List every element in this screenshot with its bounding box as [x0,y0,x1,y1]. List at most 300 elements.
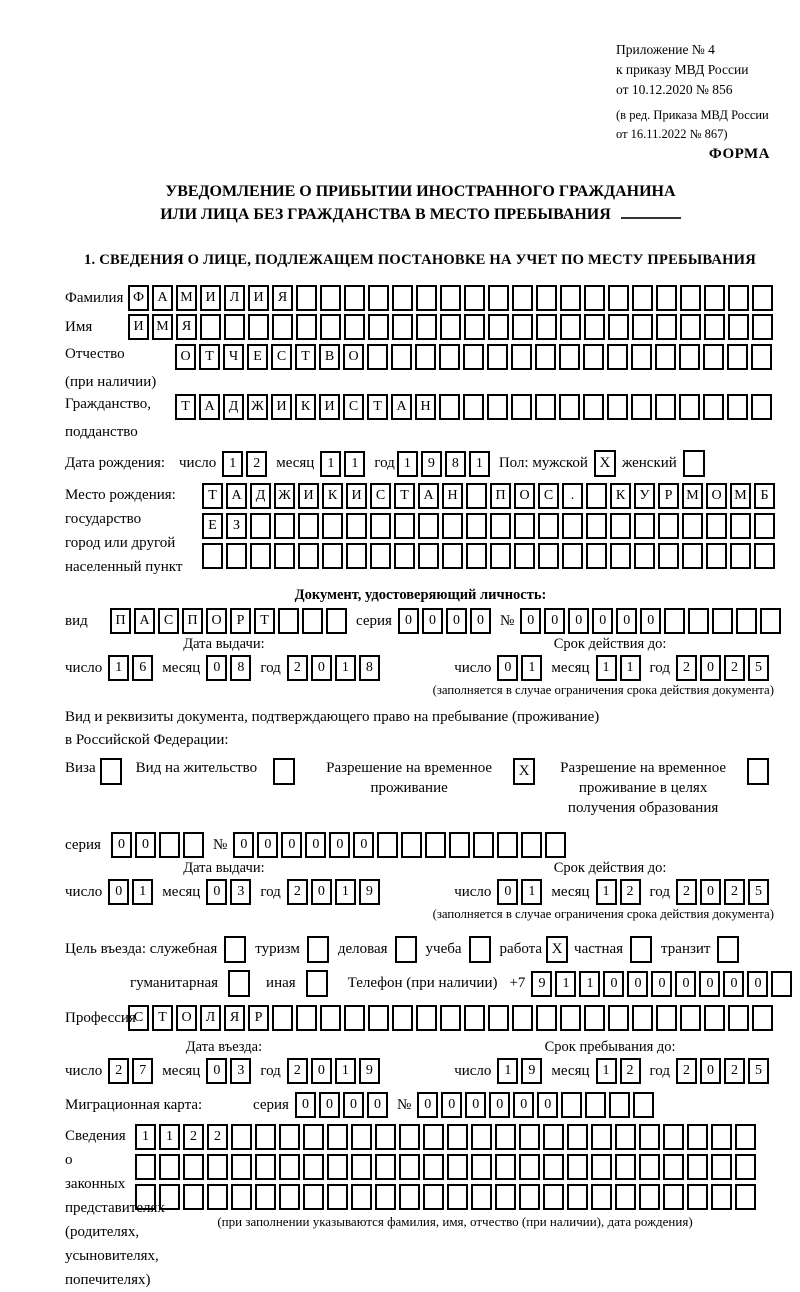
char-box[interactable] [704,285,725,311]
char-box[interactable] [543,1124,564,1150]
char-box[interactable] [512,1005,533,1031]
char-box[interactable]: 1 [596,655,617,681]
char-box[interactable] [511,394,532,420]
char-box[interactable]: Л [224,285,245,311]
char-box[interactable] [415,344,436,370]
char-box[interactable] [639,1154,660,1180]
char-box[interactable] [679,344,700,370]
char-box[interactable]: О [343,344,364,370]
char-box[interactable]: 5 [748,655,769,681]
char-box[interactable]: 0 [700,879,721,905]
char-box[interactable]: О [176,1005,197,1031]
char-box[interactable] [512,314,533,340]
char-box[interactable] [320,1005,341,1031]
char-box[interactable] [250,543,271,569]
char-box[interactable]: Т [394,483,415,509]
char-box[interactable] [488,1005,509,1031]
char-box[interactable]: А [199,394,220,420]
char-box[interactable] [559,344,580,370]
char-box[interactable]: 7 [132,1058,153,1084]
char-box[interactable]: Т [202,483,223,509]
char-box[interactable] [519,1124,540,1150]
char-box[interactable] [656,314,677,340]
char-box[interactable] [664,608,685,634]
char-box[interactable]: 2 [287,655,308,681]
char-box[interactable] [712,608,733,634]
char-box[interactable]: 1 [521,655,542,681]
char-box[interactable] [392,1005,413,1031]
char-box[interactable] [735,1124,756,1150]
char-box[interactable]: 2 [676,879,697,905]
char-box[interactable]: 0 [319,1092,340,1118]
char-box[interactable] [704,1005,725,1031]
char-box[interactable] [490,543,511,569]
visa-checkbox[interactable] [100,758,122,785]
char-box[interactable] [727,394,748,420]
char-box[interactable] [464,285,485,311]
char-box[interactable] [682,513,703,539]
char-box[interactable] [656,1005,677,1031]
char-box[interactable] [752,1005,773,1031]
char-box[interactable]: С [343,394,364,420]
char-box[interactable] [255,1184,276,1210]
char-box[interactable]: И [298,483,319,509]
char-box[interactable] [279,1124,300,1150]
char-box[interactable] [536,1005,557,1031]
char-box[interactable] [346,543,367,569]
char-box[interactable] [711,1154,732,1180]
char-box[interactable]: Я [272,285,293,311]
char-box[interactable] [519,1154,540,1180]
char-box[interactable]: 8 [445,451,466,477]
char-box[interactable] [370,513,391,539]
char-box[interactable] [231,1184,252,1210]
char-box[interactable] [562,543,583,569]
char-box[interactable] [425,832,446,858]
char-box[interactable]: 0 [311,1058,332,1084]
char-box[interactable] [327,1124,348,1150]
char-box[interactable]: 0 [305,832,326,858]
char-box[interactable]: И [271,394,292,420]
char-box[interactable] [207,1154,228,1180]
char-box[interactable]: А [226,483,247,509]
char-box[interactable]: 0 [651,971,672,997]
char-box[interactable]: 0 [700,655,721,681]
char-box[interactable] [442,543,463,569]
char-box[interactable]: . [562,483,583,509]
char-box[interactable] [632,1005,653,1031]
char-box[interactable]: 1 [132,879,153,905]
char-box[interactable] [639,1184,660,1210]
char-box[interactable]: 2 [676,1058,697,1084]
char-box[interactable] [754,543,775,569]
char-box[interactable] [488,285,509,311]
char-box[interactable]: 0 [281,832,302,858]
purpose-private-checkbox[interactable] [630,936,652,963]
char-box[interactable] [560,285,581,311]
char-box[interactable] [728,314,749,340]
char-box[interactable] [706,543,727,569]
char-box[interactable]: 0 [497,879,518,905]
char-box[interactable]: 0 [329,832,350,858]
char-box[interactable]: 9 [359,879,380,905]
char-box[interactable]: 1 [335,1058,356,1084]
char-box[interactable] [631,394,652,420]
char-box[interactable] [439,344,460,370]
char-box[interactable] [303,1154,324,1180]
char-box[interactable] [511,344,532,370]
char-box[interactable] [466,513,487,539]
char-box[interactable]: 2 [620,1058,641,1084]
char-box[interactable] [495,1124,516,1150]
char-box[interactable] [585,1092,606,1118]
char-box[interactable]: С [370,483,391,509]
purpose-other-checkbox[interactable] [306,970,328,997]
char-box[interactable] [561,1092,582,1118]
char-box[interactable] [377,832,398,858]
char-box[interactable]: 1 [335,655,356,681]
char-box[interactable] [663,1184,684,1210]
char-box[interactable]: 0 [699,971,720,997]
char-box[interactable]: К [322,483,343,509]
char-box[interactable]: 0 [417,1092,438,1118]
char-box[interactable]: 0 [206,1058,227,1084]
char-box[interactable] [298,513,319,539]
char-box[interactable] [656,285,677,311]
char-box[interactable]: П [490,483,511,509]
char-box[interactable]: 0 [700,1058,721,1084]
char-box[interactable] [351,1124,372,1150]
char-box[interactable] [655,394,676,420]
char-box[interactable]: 0 [568,608,589,634]
char-box[interactable] [711,1124,732,1150]
char-box[interactable] [536,314,557,340]
char-box[interactable] [159,832,180,858]
char-box[interactable] [322,543,343,569]
char-box[interactable]: Б [754,483,775,509]
char-box[interactable]: А [134,608,155,634]
char-box[interactable] [535,394,556,420]
char-box[interactable]: 0 [603,971,624,997]
char-box[interactable] [226,543,247,569]
char-box[interactable] [416,314,437,340]
char-box[interactable] [303,1124,324,1150]
gender-female-checkbox[interactable] [683,450,705,477]
char-box[interactable]: 0 [544,608,565,634]
char-box[interactable]: 0 [311,879,332,905]
char-box[interactable]: Е [247,344,268,370]
char-box[interactable]: 1 [521,879,542,905]
purpose-transit-checkbox[interactable] [717,936,739,963]
char-box[interactable] [231,1124,252,1150]
purpose-official-checkbox[interactable] [224,936,246,963]
char-box[interactable] [326,608,347,634]
char-box[interactable] [399,1124,420,1150]
char-box[interactable] [375,1154,396,1180]
char-box[interactable] [463,394,484,420]
char-box[interactable]: М [682,483,703,509]
purpose-humanitarian-checkbox[interactable] [228,970,250,997]
char-box[interactable]: П [182,608,203,634]
char-box[interactable] [560,314,581,340]
char-box[interactable]: 2 [246,451,267,477]
char-box[interactable]: Т [175,394,196,420]
char-box[interactable] [399,1184,420,1210]
char-box[interactable]: Т [254,608,275,634]
char-box[interactable] [730,513,751,539]
char-box[interactable] [751,344,772,370]
char-box[interactable] [279,1184,300,1210]
char-box[interactable] [514,513,535,539]
char-box[interactable] [608,314,629,340]
char-box[interactable] [680,1005,701,1031]
char-box[interactable] [423,1154,444,1180]
char-box[interactable] [610,513,631,539]
char-box[interactable] [495,1184,516,1210]
char-box[interactable] [632,285,653,311]
char-box[interactable] [272,314,293,340]
char-box[interactable] [584,285,605,311]
char-box[interactable]: М [152,314,173,340]
char-box[interactable]: Т [152,1005,173,1031]
char-box[interactable]: Д [250,483,271,509]
char-box[interactable] [703,344,724,370]
char-box[interactable]: Д [223,394,244,420]
char-box[interactable]: 2 [724,1058,745,1084]
char-box[interactable] [278,608,299,634]
char-box[interactable] [327,1154,348,1180]
char-box[interactable] [615,1124,636,1150]
char-box[interactable] [682,543,703,569]
char-box[interactable]: 8 [230,655,251,681]
char-box[interactable] [466,483,487,509]
char-box[interactable] [615,1184,636,1210]
char-box[interactable] [274,513,295,539]
char-box[interactable] [583,394,604,420]
char-box[interactable]: О [175,344,196,370]
char-box[interactable]: 0 [513,1092,534,1118]
char-box[interactable]: 1 [596,1058,617,1084]
char-box[interactable] [543,1184,564,1210]
char-box[interactable] [473,832,494,858]
char-box[interactable]: О [706,483,727,509]
char-box[interactable] [771,971,792,997]
char-box[interactable] [202,543,223,569]
char-box[interactable]: 0 [627,971,648,997]
residence-permit-checkbox[interactable] [273,758,295,785]
purpose-study-checkbox[interactable] [469,936,491,963]
char-box[interactable] [367,344,388,370]
char-box[interactable] [751,394,772,420]
char-box[interactable] [688,608,709,634]
char-box[interactable] [704,314,725,340]
char-box[interactable] [183,1154,204,1180]
char-box[interactable]: Р [230,608,251,634]
char-box[interactable] [586,513,607,539]
char-box[interactable] [320,314,341,340]
char-box[interactable] [392,285,413,311]
char-box[interactable] [760,608,781,634]
char-box[interactable] [545,832,566,858]
char-box[interactable] [449,832,470,858]
char-box[interactable]: 0 [206,879,227,905]
char-box[interactable] [466,543,487,569]
char-box[interactable] [464,314,485,340]
char-box[interactable]: А [152,285,173,311]
char-box[interactable] [538,543,559,569]
char-box[interactable]: И [200,285,221,311]
char-box[interactable] [634,543,655,569]
char-box[interactable]: 2 [183,1124,204,1150]
char-box[interactable] [447,1124,468,1150]
char-box[interactable]: Я [176,314,197,340]
char-box[interactable] [440,314,461,340]
char-box[interactable]: 0 [367,1092,388,1118]
char-box[interactable] [583,344,604,370]
purpose-tourism-checkbox[interactable] [307,936,329,963]
char-box[interactable] [159,1154,180,1180]
char-box[interactable] [567,1154,588,1180]
char-box[interactable]: 1 [397,451,418,477]
char-box[interactable]: И [346,483,367,509]
char-box[interactable] [591,1184,612,1210]
char-box[interactable] [703,394,724,420]
char-box[interactable] [584,1005,605,1031]
char-box[interactable] [658,513,679,539]
char-box[interactable]: 1 [135,1124,156,1150]
char-box[interactable]: А [391,394,412,420]
char-box[interactable] [728,285,749,311]
char-box[interactable] [375,1124,396,1150]
char-box[interactable] [591,1124,612,1150]
char-box[interactable] [658,543,679,569]
char-box[interactable] [560,1005,581,1031]
char-box[interactable]: Р [248,1005,269,1031]
char-box[interactable]: 3 [230,1058,251,1084]
char-box[interactable]: 0 [257,832,278,858]
char-box[interactable]: 9 [421,451,442,477]
char-box[interactable] [514,543,535,569]
char-box[interactable]: 2 [724,655,745,681]
char-box[interactable]: 1 [344,451,365,477]
char-box[interactable] [200,314,221,340]
char-box[interactable] [464,1005,485,1031]
char-box[interactable] [207,1184,228,1210]
char-box[interactable] [392,314,413,340]
char-box[interactable]: 0 [640,608,661,634]
char-box[interactable] [727,344,748,370]
char-box[interactable] [586,543,607,569]
char-box[interactable]: 0 [353,832,374,858]
char-box[interactable] [135,1184,156,1210]
char-box[interactable]: 0 [497,655,518,681]
char-box[interactable]: В [319,344,340,370]
char-box[interactable] [730,543,751,569]
char-box[interactable] [497,832,518,858]
char-box[interactable] [274,543,295,569]
char-box[interactable]: З [226,513,247,539]
char-box[interactable]: 0 [747,971,768,997]
char-box[interactable] [728,1005,749,1031]
char-box[interactable] [488,314,509,340]
char-box[interactable]: Я [224,1005,245,1031]
char-box[interactable]: Т [199,344,220,370]
char-box[interactable] [680,285,701,311]
char-box[interactable] [608,1005,629,1031]
char-box[interactable] [735,1184,756,1210]
char-box[interactable] [639,1124,660,1150]
char-box[interactable] [736,608,757,634]
char-box[interactable]: 2 [287,1058,308,1084]
char-box[interactable]: Ж [274,483,295,509]
char-box[interactable] [368,1005,389,1031]
char-box[interactable] [471,1124,492,1150]
char-box[interactable] [536,285,557,311]
char-box[interactable] [320,285,341,311]
char-box[interactable]: К [295,394,316,420]
char-box[interactable]: 5 [748,879,769,905]
char-box[interactable]: 0 [343,1092,364,1118]
char-box[interactable] [631,344,652,370]
char-box[interactable]: 1 [222,451,243,477]
char-box[interactable] [687,1124,708,1150]
char-box[interactable] [607,394,628,420]
char-box[interactable]: 1 [497,1058,518,1084]
char-box[interactable]: С [538,483,559,509]
char-box[interactable] [346,513,367,539]
char-box[interactable]: 5 [748,1058,769,1084]
char-box[interactable]: 8 [359,655,380,681]
char-box[interactable] [687,1154,708,1180]
char-box[interactable] [394,513,415,539]
temp-residence-education-checkbox[interactable] [747,758,769,785]
char-box[interactable] [711,1184,732,1210]
char-box[interactable]: 2 [676,655,697,681]
temp-residence-checkbox[interactable]: X [513,758,535,785]
char-box[interactable] [231,1154,252,1180]
char-box[interactable] [447,1184,468,1210]
char-box[interactable] [471,1184,492,1210]
char-box[interactable]: Т [367,394,388,420]
char-box[interactable]: С [158,608,179,634]
char-box[interactable] [255,1124,276,1150]
char-box[interactable] [487,394,508,420]
char-box[interactable] [584,314,605,340]
char-box[interactable] [632,314,653,340]
char-box[interactable] [679,394,700,420]
char-box[interactable]: 0 [446,608,467,634]
char-box[interactable]: О [514,483,535,509]
char-box[interactable] [562,513,583,539]
char-box[interactable]: П [110,608,131,634]
char-box[interactable] [250,513,271,539]
char-box[interactable] [752,314,773,340]
char-box[interactable] [159,1184,180,1210]
char-box[interactable]: 3 [230,879,251,905]
char-box[interactable]: 9 [531,971,552,997]
char-box[interactable]: Ж [247,394,268,420]
char-box[interactable] [418,513,439,539]
char-box[interactable]: М [176,285,197,311]
char-box[interactable] [399,1154,420,1180]
char-box[interactable] [567,1124,588,1150]
char-box[interactable]: 1 [620,655,641,681]
char-box[interactable]: 0 [108,879,129,905]
char-box[interactable] [423,1124,444,1150]
char-box[interactable] [487,344,508,370]
char-box[interactable] [351,1154,372,1180]
char-box[interactable]: 0 [441,1092,462,1118]
